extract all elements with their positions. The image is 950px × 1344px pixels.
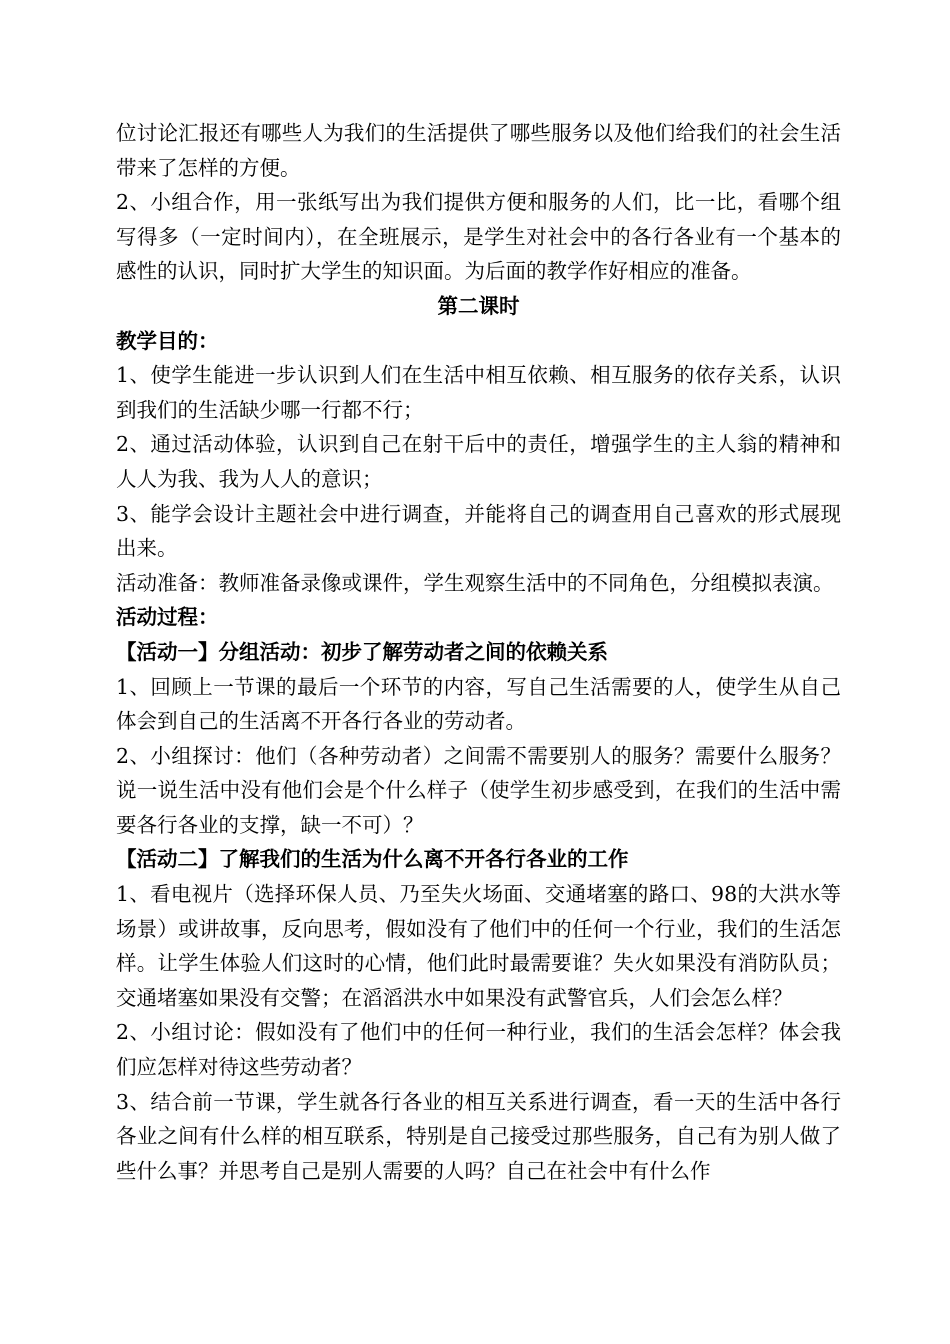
goal-item-2: 2、通过活动体验，认识到自己在射干后中的责任，增强学生的主人翁的精神和人人为我、我为人人的意识； bbox=[116, 432, 841, 491]
activity-two-item-1: 1、看电视片（选择环保人员、乃至失火场面、交通堵塞的路口、98的大洪水等场景）或讲故事，反向思考，假如没有了他们中的任何一个行业，我们的生活怎样。让学生体验人们这时的心情，他们此时最需要谁？失火如果没有消防队员；交通堵塞如果没有交警；在滔滔洪水中如果没有武警官兵，人们会怎么样？ bbox=[116, 882, 841, 1010]
paragraph-group-cooperation: 2、小组合作，用一张纸写出为我们提供方便和服务的人们，比一比，看哪个组写得多（一定时间内），在全班展示，是学生对社会中的各行各业有一个基本的感性的认识，同时扩大学生的知识面。为后面的教学作好相应的准备。 bbox=[116, 190, 841, 284]
activity-one-item-2: 2、小组探讨：他们（各种劳动者）之间需不需要别人的服务？需要什么服务？说一说生活中没有他们会是个什么样子（使学生初步感受到，在我们的生活中需要各行各业的支撑，缺一不可）？ bbox=[116, 743, 841, 837]
goal-item-1: 1、使学生能进一步认识到人们在生活中相互依赖、相互服务的依存关系，认识到我们的生活缺少哪一行都不行； bbox=[116, 363, 841, 422]
activity-one-item-1: 1、回顾上一节课的最后一个环节的内容，写自己生活需要的人，使学生从自己体会到自己的生活离不开各行各业的劳动者。 bbox=[116, 674, 841, 734]
section-title-second-lesson: 第二课时 bbox=[437, 293, 520, 318]
heading-activity-two: 【活动二】了解我们的生活为什么离不开各行各业的工作 bbox=[116, 847, 629, 872]
document-page bbox=[116, 116, 841, 1188]
paragraph-activity-preparation: 活动准备：教师准备录像或课件，学生观察生活中的不同角色，分组模拟表演。 bbox=[116, 570, 834, 595]
paragraph-intro-continued: 位讨论汇报还有哪些人为我们的生活提供了哪些服务以及他们给我们的社会生活带来了怎样的方便。 bbox=[116, 121, 841, 180]
goal-item-3: 3、能学会设计主题社会中进行调查，并能将自己的调查用自己喜欢的形式展现出来。 bbox=[116, 501, 841, 561]
activity-two-item-2: 2、小组讨论：假如没有了他们中的任何一种行业，我们的生活会怎样？体会我们应怎样对待这些劳动者？ bbox=[116, 1020, 841, 1080]
heading-teaching-goals: 教学目的： bbox=[116, 328, 219, 353]
heading-activity-one: 【活动一】分组活动：初步了解劳动者之间的依赖关系 bbox=[116, 639, 608, 664]
activity-two-item-3: 3、结合前一节课，学生就各行各业的相互关系进行调查，看一天的生活中各行各业之间有什么样的相互联系，特别是自己接受过那些服务，自己有为别人做了些什么事？并思考自己是别人需要的人吗？自己在社会中有什么作 bbox=[116, 1089, 841, 1183]
heading-activity-process: 活动过程： bbox=[116, 605, 219, 630]
